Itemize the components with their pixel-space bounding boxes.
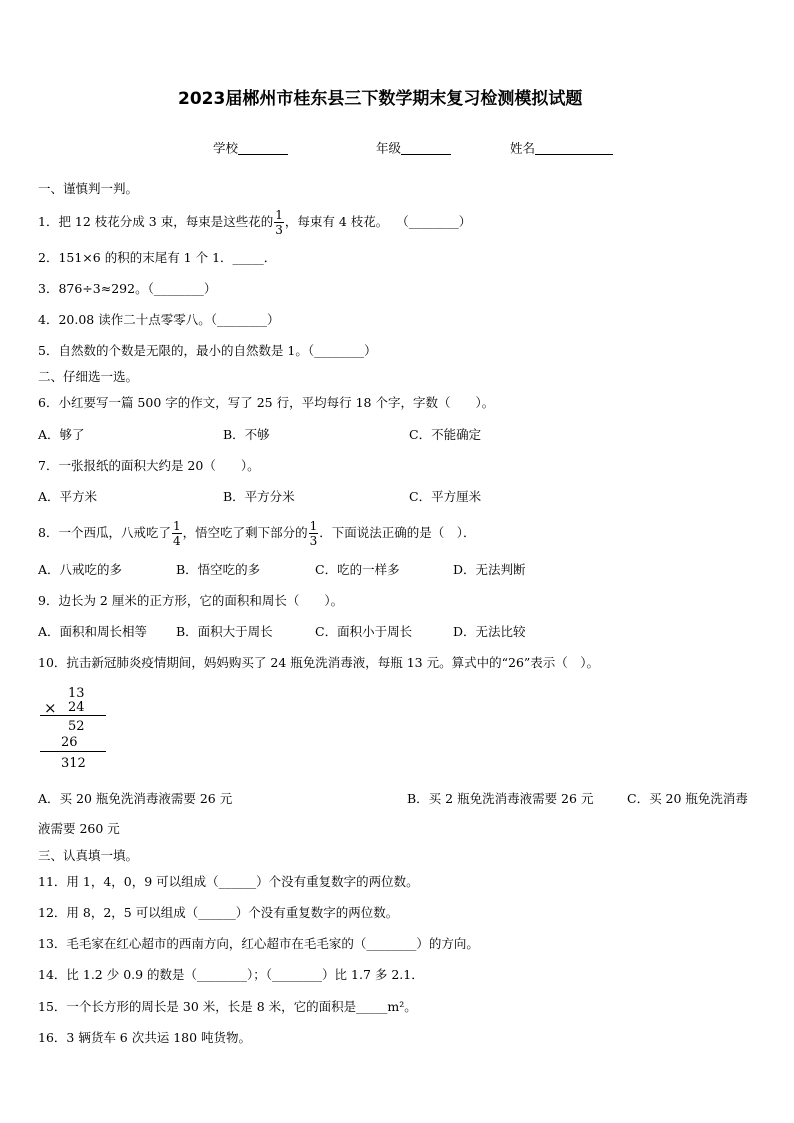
q8-option-d[interactable]: D．无法判断 [453,562,526,577]
school-label: 学校 [213,140,239,156]
q1-text-a: 1．把 12 枝花分成 3 束，每束是这些花的 [38,214,274,229]
q10-option-c[interactable]: C．买 20 瓶免洗消毒 [627,791,748,806]
question-5: 5．自然数的个数是无限的，最小的自然数是 1。（________） [38,343,377,358]
grade-blank[interactable] [401,142,451,155]
q8-fraction-1-num: 1 [172,519,181,533]
calc-partial-1: 52 [68,719,85,734]
q10-option-a[interactable]: A．买 20 瓶免洗消毒液需要 26 元 [38,791,233,806]
section-heading-3: 三、认真填一填。 [38,848,139,863]
q8-fraction-1 [172,520,182,547]
q10-option-c-continued: 液需要 260 元 [38,821,120,836]
question-1 [38,207,471,237]
q8-option-c[interactable]: C．吃的一样多 [315,562,400,577]
q8-fraction-1-den: 4 [172,534,181,548]
name-label: 姓名 [510,140,536,156]
question-3: 3．876÷3≈292。（________） [38,281,217,296]
calc-multiplier: 24 [68,700,85,715]
q1-text-b: ，每束有 4 枝花。 [284,214,389,229]
q9-option-a[interactable]: A．面积和周长相等 [38,624,148,639]
q9-option-c[interactable]: C．面积小于周长 [315,624,413,639]
q8-option-b[interactable]: B．悟空吃的多 [176,562,261,577]
question-12: 12．用 8，2，5 可以组成（______）个没有重复数字的两位数。 [38,905,399,920]
grade-label: 年级 [376,140,402,156]
q1-fraction [274,209,284,236]
name-field [510,142,613,155]
q10-option-b[interactable]: B．买 2 瓶免洗消毒液需要 26 元 [407,791,594,806]
school-blank[interactable] [238,142,288,155]
calc-line-1 [40,715,106,716]
question-11: 11．用 1，4，0，9 可以组成（______）个没有重复数字的两位数。 [38,874,419,889]
question-2: 2．151×6 的积的末尾有 1 个 1．_____． [38,250,277,265]
q7-option-a[interactable]: A．平方米 [38,489,98,504]
q1-fraction-den: 3 [275,223,283,237]
question-9: 9．边长为 2 厘米的正方形，它的面积和周长（ ）。 [38,593,344,608]
q7-option-c[interactable]: C．平方厘米 [409,489,482,504]
question-4: 4．20.08 读作二十点零零八。（________） [38,312,280,327]
page-title: 2023届郴州市桂东县三下数学期末复习检测模拟试题 [178,89,583,109]
grade-field [376,142,451,155]
q9-option-d[interactable]: D．无法比较 [453,624,526,639]
q8-fraction-2-num: 1 [309,519,318,533]
calc-line-2 [40,751,106,752]
calc-result: 312 [61,756,86,771]
question-16: 16．3 辆货车 6 次共运 180 吨货物。 [38,1030,252,1045]
calc-times-sign: × [44,699,57,717]
q8-text-c: ．下面说法正确的是（ ）． [319,525,476,540]
question-13: 13．毛毛家在红心超市的西南方向，红心超市在毛毛家的（________）的方向。 [38,936,479,951]
question-8 [38,518,476,548]
question-15: 15．一个长方形的周长是 30 米，长是 8 米，它的面积是_____m²。 [38,999,417,1014]
q9-option-b[interactable]: B．面积大于周长 [176,624,273,639]
q6-option-c[interactable]: C．不能确定 [409,427,482,442]
q8-text-b: ，悟空吃了剩下部分的 [182,525,308,540]
question-14: 14．比 1.2 少 0.9 的数是（________）；（________）比 1.7 多 2.1． [38,967,424,982]
q6-option-b[interactable]: B．不够 [223,427,270,442]
q8-fraction-2 [309,520,319,547]
q7-option-b[interactable]: B．平方分米 [223,489,295,504]
name-blank[interactable] [535,142,613,155]
question-10: 10．抗击新冠肺炎疫情期间，妈妈购买了 24 瓶免洗消毒液，每瓶 13 元。算式中的“26”表示（ ）。 [38,655,600,670]
q8-option-a[interactable]: A．八戒吃的多 [38,562,123,577]
question-6: 6．小红要写一篇 500 字的作文，写了 25 行，平均每行 18 个字，字数（ ）。 [38,395,495,410]
q6-option-a[interactable]: A．够了 [38,427,85,442]
q8-fraction-2-den: 3 [309,534,318,548]
q1-answer-blank[interactable]: （________） [396,214,472,229]
q8-text-a: 8．一个西瓜，八戒吃了 [38,525,171,540]
calc-multiplicand: 13 [68,686,85,701]
section-heading-1: 一、谨慎判一判。 [38,181,139,196]
question-7: 7．一张报纸的面积大约是 20（ ）。 [38,458,260,473]
section-heading-2: 二、仔细选一选。 [38,369,139,384]
calc-partial-2: 26 [61,735,78,750]
q1-fraction-num: 1 [275,208,283,222]
school-field [213,142,288,155]
